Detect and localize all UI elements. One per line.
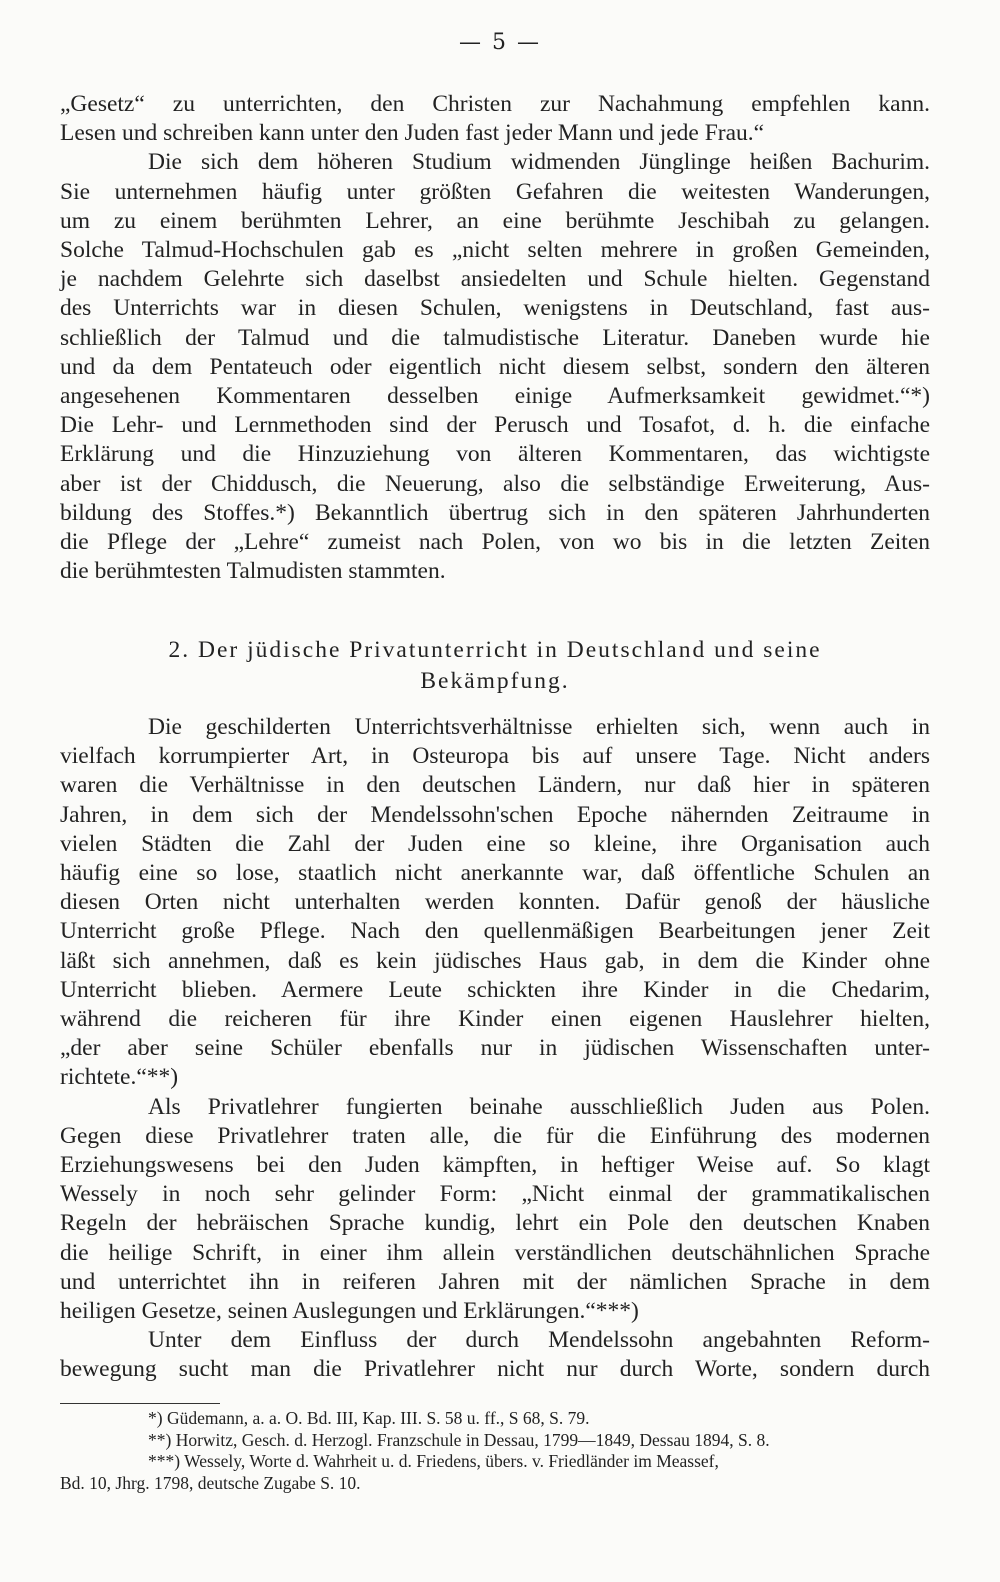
- text-line: Jahren, in dem sich der Mendelssohn'schen Epoche nähernden Zeitraume in: [60, 801, 930, 828]
- page-number: — 5 —: [459, 30, 541, 55]
- text-line: je nachdem Gelehrte sich daselbst ansiedelten und Schule hielten. Gegenstand: [60, 266, 930, 293]
- text-line: Gegen diese Privatlehrer traten alle, die für die Einführung des modernen: [60, 1122, 930, 1149]
- footnote-continuation: Bd. 10, Jhrg. 1798, deutsche Zugabe S. 10.: [60, 1472, 361, 1493]
- text-line: und da dem Pentateuch oder eigentlich nicht diesem selbst, sondern den älteren: [60, 353, 930, 380]
- text-line: um zu einem berühmten Lehrer, an eine berühmte Jeschibah zu gelangen.: [60, 207, 930, 234]
- text-line: die Pflege der „Lehre“ zumeist nach Polen, von wo bis in die letzten Zeiten: [60, 529, 930, 556]
- text-line: Unterricht blieben. Aermere Leute schickten ihre Kinder in die Chedarim,: [60, 976, 930, 1003]
- text-line: „der aber seine Schüler ebenfalls nur in jüdischen Wissenschaften unter-: [60, 1035, 930, 1062]
- section-heading-line-2: Bekämpfung.: [420, 668, 570, 694]
- text-line: angesehenen Kommentaren desselben einige Aufmerksamkeit gewidmet.“*): [60, 383, 930, 410]
- text-line: schließlich der Talmud und die talmudistische Literatur. Daneben wurde hie: [60, 324, 930, 351]
- text-line: diesen Orten nicht unterhalten werden konnten. Dafür genoß der häusliche: [60, 889, 930, 916]
- text-line: Als Privatlehrer fungierten beinahe ausschließlich Juden aus Polen.: [148, 1093, 930, 1120]
- text-line: Regeln der hebräischen Sprache kundig, lehrt ein Pole den deutschen Knaben: [60, 1210, 930, 1237]
- section-heading-line-1: 2. Der jüdische Privatunterricht in Deutschland und seine: [168, 637, 822, 663]
- text-line: Erklärung und die Hinzuziehung von älteren Kommentaren, das wichtigste: [60, 441, 930, 468]
- text-line: die heilige Schrift, in einer ihm allein verständlichen deutschähnlichen Sprache: [60, 1239, 930, 1266]
- text-line: Die geschilderten Unterrichtsverhältnisse erhielten sich, wenn auch in: [148, 714, 930, 740]
- footnote: ***) Wessely, Worte d. Wahrheit u. d. Friedens, übers. v. Friedländer im Meassef,: [148, 1451, 719, 1471]
- text-line: läßt sich annehmen, daß es kein jüdisches Haus gab, in dem die Kinder ohne: [60, 947, 930, 974]
- text-line: vielen Städten die Zahl der Juden eine so kleine, ihre Organisation auch: [60, 830, 930, 857]
- text-line: Lesen und schreiben kann unter den Juden fast jeder Mann und jede Frau.“: [60, 120, 765, 147]
- text-line: während die reicheren für ihre Kinder einen eigenen Hauslehrer hielten,: [60, 1006, 930, 1033]
- text-line: Solche Talmud-Hochschulen gab es „nicht selten mehrere in großen Gemeinden,: [60, 237, 930, 264]
- text-line: Unter dem Einfluss der durch Mendelssohn angebahnten Reform-: [148, 1327, 930, 1354]
- text-line: richtete.“**): [60, 1064, 179, 1091]
- footnote: **) Horwitz, Gesch. d. Herzogl. Franzschule in Dessau, 1799—1849, Dessau 1894, S. 8.: [148, 1429, 770, 1450]
- text-line: Unterricht große Pflege. Nach den quellenmäßigen Bearbeitungen jener Zeit: [60, 918, 930, 945]
- footnote: *) Güdemann, a. a. O. Bd. III, Kap. III. S. 58 u. ff., S 68, S. 79.: [148, 1408, 590, 1428]
- text-line: aber ist der Chiddusch, die Neuerung, also die selbständige Erweiterung, Aus-: [60, 470, 930, 497]
- text-line: des Unterrichts war in diesen Schulen, wenigstens in Deutschland, fast aus-: [60, 295, 930, 322]
- section-heading: [60, 635, 930, 697]
- paragraph-block-2: [60, 713, 930, 1385]
- text-line: bildung des Stoffes.*) Bekanntlich übertrug sich in den späteren Jahrhunderten: [60, 499, 930, 526]
- text-line: heiligen Gesetze, seinen Auslegungen und Erklärungen.“***): [60, 1298, 639, 1325]
- text-line: Die sich dem höheren Studium widmenden Jünglinge heißen Bachurim.: [148, 149, 930, 176]
- text-line: Erziehungswesens bei den Juden kämpften, in heftiger Weise auf. So klagt: [60, 1152, 930, 1179]
- paragraph-block-1: [60, 90, 930, 586]
- text-line: und unterrichtet ihn in reiferen Jahren mit der nämlichen Sprache in dem: [60, 1268, 930, 1295]
- text-line: Die Lehr- und Lernmethoden sind der Perusch und Tosafot, d. h. die einfache: [60, 412, 930, 439]
- text-line: die berühmtesten Talmudisten stammten.: [60, 558, 446, 585]
- footnotes: [60, 1408, 930, 1494]
- text-line: waren die Verhältnisse in den deutschen Ländern, nur daß hier in späteren: [60, 772, 930, 799]
- text-line: häufig eine so lose, staatlich nicht anerkannte war, daß öffentliche Schulen an: [60, 860, 930, 887]
- text-line: „Gesetz“ zu unterrichten, den Christen zur Nachahmung empfehlen kann.: [60, 91, 930, 117]
- text-line: vielfach korrumpierter Art, in Osteuropa bis auf unsere Tage. Nicht anders: [60, 743, 930, 770]
- text-line: Sie unternehmen häufig unter größten Gefahren die weitesten Wanderungen,: [60, 178, 930, 205]
- text-line: bewegung sucht man die Privatlehrer nicht nur durch Worte, sondern durch: [60, 1356, 930, 1383]
- footnote-separator: [60, 1403, 220, 1404]
- text-line: Wessely in noch sehr gelinder Form: „Nicht einmal der grammatikalischen: [60, 1181, 930, 1208]
